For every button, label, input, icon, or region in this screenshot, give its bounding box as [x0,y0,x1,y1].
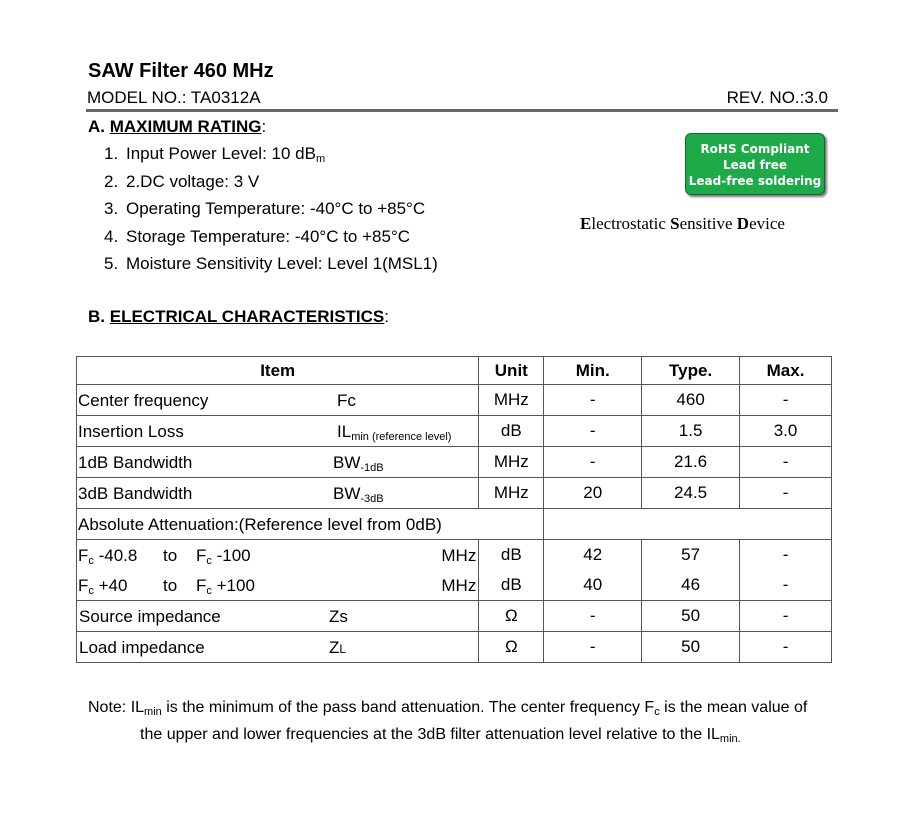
revision-number: REV. NO.:3.0 [726,88,828,107]
model-number: MODEL NO.: TA0312A [87,88,261,107]
table-row: 1dB Bandwidth $BW_{-1dB}$ MHz - 21.6 - [77,447,832,478]
header-divider [86,109,838,112]
list-item: 3. Operating Temperature: -40°C to +85°C [104,199,426,218]
table-row: Center frequency Fc MHz - 460 - [77,385,832,416]
section-a-heading: A. MAXIMUM RATING: [88,117,267,136]
list-item: 4. Storage Temperature: -40°C to +85°C [104,226,411,246]
table-row: 3dB Bandwidth $BW_{-3dB}$ MHz 20 24.5 - [77,478,832,509]
attenuation-values-row: $F_c$ -40.8 to $F_c$ -100 MHz $F_c +40$ to $F_c +100$ MHz dB dB 42 40 57 46 - - [77,540,832,601]
attenuation-range-low: $F_c$ -40.8 to $F_c$ -100 MHz [78,546,477,567]
header-min: Min. [544,357,642,385]
electrical-characteristics-table [76,356,832,663]
document-title: SAW Filter 460 MHz [88,60,274,82]
header-item: Item [77,357,479,385]
table-header-row [77,357,832,385]
footnote: Note: $IL_{min}$ is the minimum of the pass band attenuation. The center frequency $F_c$ is the mean value of the upper and lower frequencies at the 3dB filter attenuation level relative to the $IL_{min.}$ [88,699,808,745]
rohs-compliant-badge: RoHS Compliant Lead free Lead-free soldering [685,133,825,195]
attenuation-title-row: Absolute Attenuation:(Reference level from 0dB) [77,509,832,540]
list-item: 1. Input Power Level: 10 $dB_m$ [104,144,326,165]
header-unit: Unit [479,357,544,385]
table-row: Insertion Loss $IL_{min (reference level)}$ dB - 1.5 3.0 [77,416,832,447]
section-b-heading: B. ELECTRICAL CHARACTERISTICS: [88,307,389,326]
header-typ: Type. [642,357,740,385]
esd-label: Electrostatic Sensitive Device [580,214,785,233]
table-row: Source impedance Zs Ω - 50 - [77,601,832,632]
list-item: 5. Moisture Sensitivity Level: Level 1(MSL1) [104,254,438,273]
attenuation-range-high: $F_c +40$ to $F_c +100$ MHz [78,576,477,597]
table-row: Load impedance ZL Ω - 50 - [77,632,832,663]
maximum-rating-list [104,144,438,282]
header-max: Max. [740,357,832,385]
list-item: 2. 2.DC voltage: 3 V [104,171,260,191]
